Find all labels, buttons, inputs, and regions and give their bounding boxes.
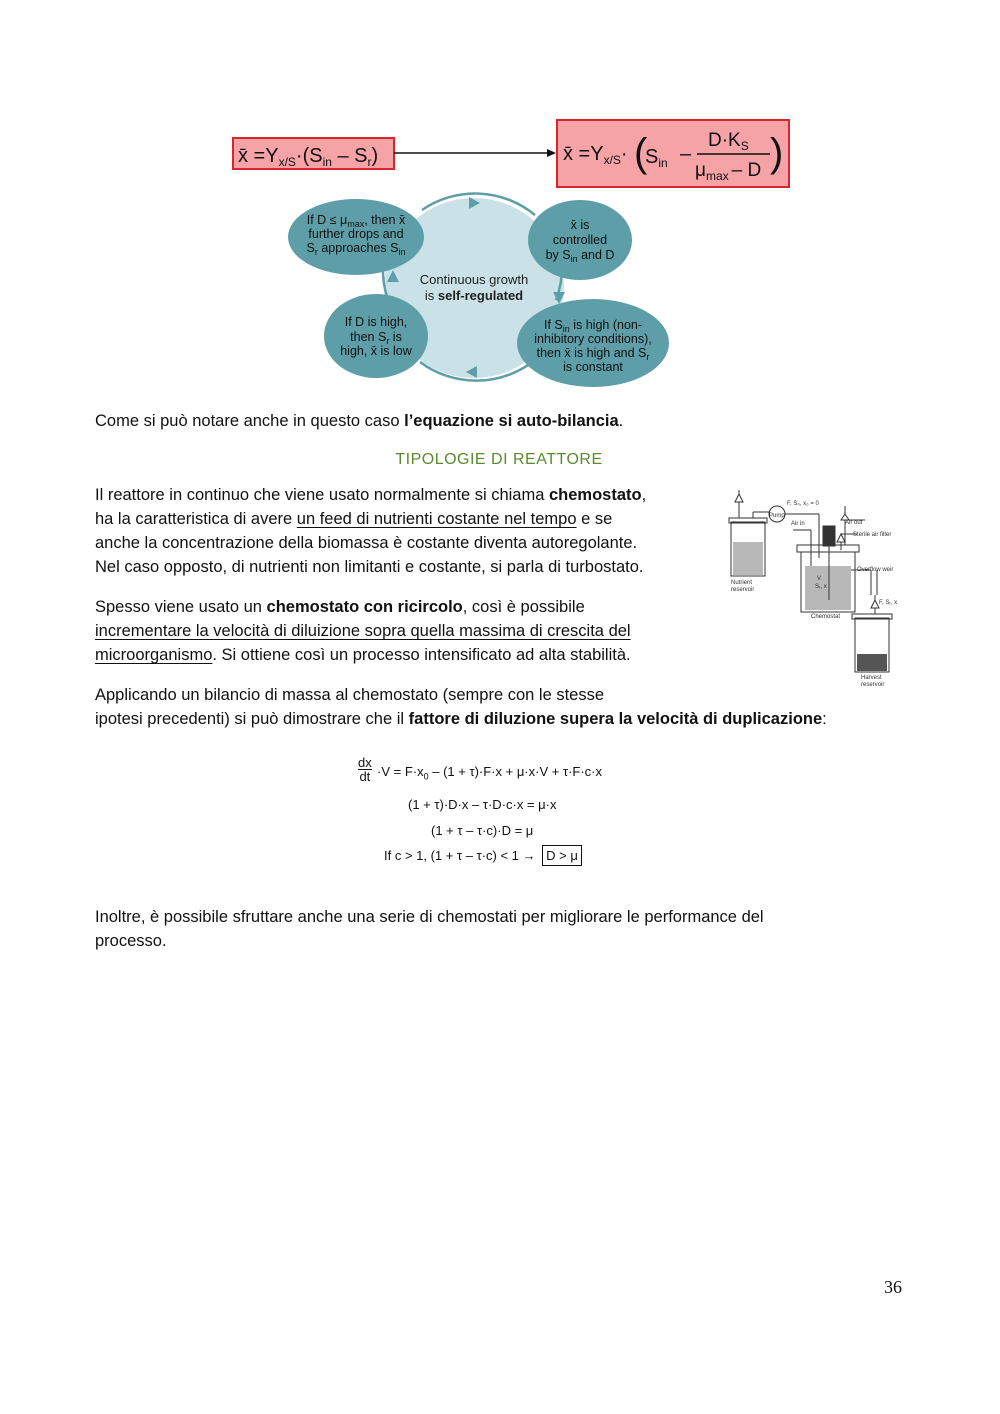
mass-balance-equations — [350, 755, 630, 863]
svg-text:inhibitory conditions),: inhibitory conditions), — [534, 332, 652, 346]
connector-arrow — [394, 149, 556, 157]
svg-text:Air out: Air out — [845, 520, 863, 526]
equation-box-left — [233, 138, 394, 169]
node-top-left — [288, 199, 424, 275]
svg-text:by Sin and D: by $S_{in}$ and D — [545, 248, 615, 264]
equation-line-3: (1 + τ – τ·c)·D = μ — [431, 823, 534, 838]
svg-text:then Sr is: then $S_r$ is — [350, 330, 402, 346]
svg-text:Harvest: Harvest — [861, 675, 882, 681]
svg-text:then x̄ is high and Sr: then x̄ is high and $S_r$ — [536, 346, 650, 362]
svg-text:reservoir: reservoir — [861, 682, 885, 688]
svg-text:μmax– D: $\mu_{max}$ – D — [695, 160, 762, 183]
result-box: D > μ — [542, 845, 582, 866]
page-number: 36 — [884, 1277, 902, 1297]
svg-text:Overflow weir: Overflow weir — [857, 567, 894, 573]
svg-text:reservoir: reservoir — [731, 587, 755, 593]
pump-label: Pump — [769, 513, 785, 519]
auto-regulation-diagram — [0, 0, 1000, 400]
svg-text:is constant: is constant — [563, 360, 623, 374]
equation-line-1: dx dt $\cdot V = F\cdot x_0 - (1 + \tau)\cdot F\cdot x + \mu\cdot x\cdot V + \tau\cdot F\cdot c\cdot x$ — [358, 755, 603, 784]
paragraph-chemostat-recycle: Spesso viene usato un chemostato con ricircolo, così è possibile incrementare la velocità di diluizione sopra quella massima di crescita del microorganismo. Si ottiene così un processo intensificato ad alta stabilità. — [95, 598, 631, 664]
paragraph-auto-balance: Come si può notare anche in questo caso l’equazione si auto-bilancia. — [95, 412, 624, 430]
svg-text:Nutrient: Nutrient — [731, 580, 753, 586]
section-heading: TIPOLOGIE DI REATTORE — [395, 451, 603, 468]
svg-text:Sin: $S_{in}$ — [645, 146, 668, 170]
equation-line-4: If c > 1, (1 + τ – τ·c) < 1 → D > μ — [384, 848, 582, 863]
node-top-right — [528, 200, 632, 280]
svg-text:Chemostat: Chemostat — [811, 614, 841, 620]
svg-text:x̄ is: x̄ is — [570, 218, 590, 232]
eq-left-lhs: x̄ =Y — [238, 145, 279, 167]
paragraph-chemostat-definition: Il reattore in continuo che viene usato normalmente si chiama chemostato, ha la caratteristica di avere un feed di nutrienti costante nel tempo e se anche la concentrazione della biomassa è costante diventa autoregolante. Nel caso opposto, di nutrienti non limitanti e costante, si parla di turbostato. — [95, 486, 647, 576]
svg-text:V: V — [817, 576, 822, 582]
svg-text:If D ≤ μmax, then x̄: If $D \le \mu_{max}$, then x̄ — [306, 213, 406, 229]
svg-text:If Sin is high (non-: If $S_{in}$ is high (non- — [543, 318, 643, 334]
center-label-1: Continuous growth — [419, 272, 529, 287]
svg-text:Sᵣ, x: Sᵣ, x — [815, 584, 827, 590]
equation-box-right — [557, 120, 789, 187]
svg-text:Air in: Air in — [791, 521, 805, 527]
chemostat-schematic — [725, 490, 910, 690]
svg-text:If D is high,: If D is high, — [344, 315, 408, 329]
svg-text:F, S₀, x₀ = 0: F, S₀, x₀ = 0 — [787, 501, 819, 507]
svg-text:(: ( — [634, 131, 648, 175]
svg-text:is self-regulated: is self-regulated — [424, 288, 524, 303]
equation-line-2: (1 + τ)·D·x – τ·D·c·x = μ·x — [408, 797, 557, 812]
svg-text:further drops and: further drops and — [308, 227, 404, 241]
svg-text:–: – — [680, 143, 692, 165]
svg-text:D·KS: $D\cdot K_S$ — [708, 130, 749, 153]
svg-text:high, x̄ is low: high, x̄ is low — [340, 344, 412, 358]
svg-text:x̄ =Yx/S·: x̄ $=Y_{x/S}\cdot$ — [563, 143, 628, 167]
svg-text:controlled: controlled — [552, 233, 608, 247]
node-bottom-left — [324, 294, 428, 378]
svg-text:Sr approaches Sin: $S_r$ approaches $S_{in}$ — [306, 241, 406, 257]
svg-text:F, Sᵣ, x: F, Sᵣ, x — [879, 600, 898, 606]
svg-text:x̄ =Yx/S·(Sin – Sr): x̄ $=Y_{x/S}\cdot(S_{in} - S_r)$ — [238, 145, 379, 169]
paragraph-mass-balance: Applicando un bilancio di massa al chemostato (sempre con le stesse ipotesi precedenti) si può dimostrare che il fattore di diluzione supera la velocità di duplicazione: — [95, 686, 827, 728]
node-bottom-right — [517, 299, 669, 387]
svg-text:Sterile air filter: Sterile air filter — [853, 532, 892, 538]
svg-text:): ) — [770, 131, 784, 175]
paragraph-chemostat-series: Inoltre, è possibile sfruttare anche una serie di chemostati per migliorare le performance del processo. — [95, 908, 764, 950]
